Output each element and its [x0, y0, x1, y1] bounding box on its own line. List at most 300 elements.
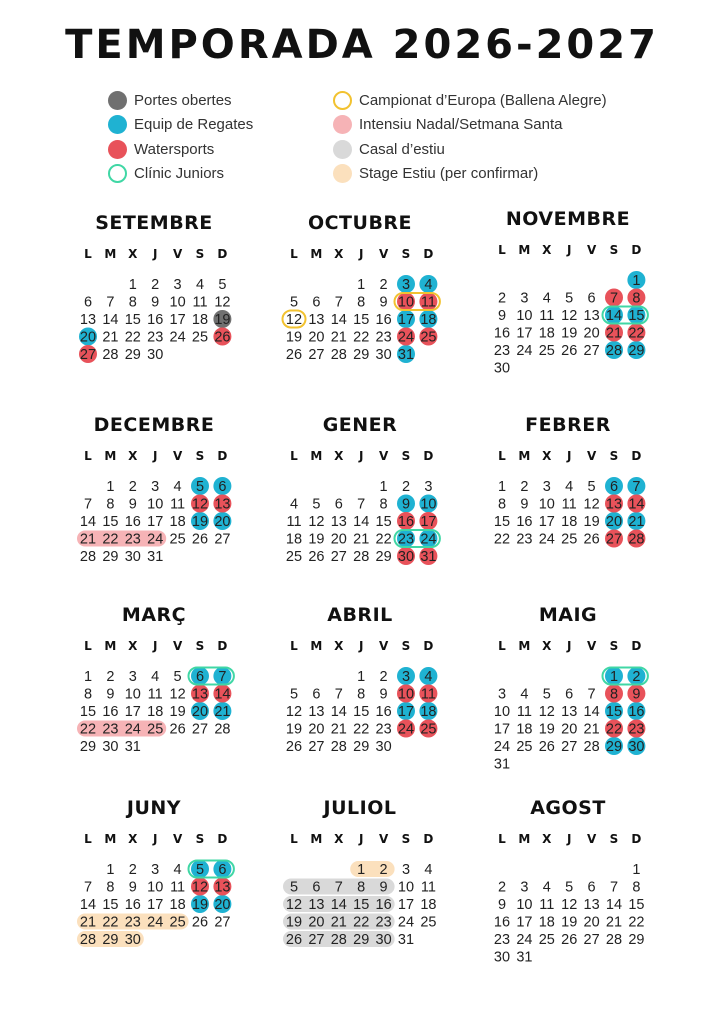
day-number: 11 [286, 514, 302, 530]
day-number: 1 [128, 277, 137, 293]
day-number: 14 [583, 704, 600, 720]
weekday-label: M [310, 449, 323, 463]
weekday-label: M [104, 639, 117, 653]
day-number: 4 [542, 879, 551, 896]
day-number: 21 [79, 914, 97, 931]
pink-dot-icon [333, 115, 352, 134]
day-number: 12 [169, 686, 186, 703]
day-number: 25 [561, 531, 578, 548]
day-number: 16 [102, 704, 119, 720]
weekday-label: D [423, 247, 434, 261]
day-number: 2 [379, 862, 388, 878]
day-number: 2 [497, 879, 507, 896]
weekday-label: L [84, 832, 92, 846]
day-number: 3 [497, 686, 507, 703]
day-number: 12 [285, 312, 303, 328]
weekday-label: J [358, 639, 364, 653]
day-number: 27 [214, 531, 231, 548]
day-number: 2 [379, 669, 388, 685]
day-number: 23 [375, 914, 392, 931]
day-number: 29 [102, 932, 119, 948]
legend-item-casal-estiu [333, 137, 607, 162]
day-number: 17 [397, 897, 415, 913]
day-number: 17 [397, 704, 415, 720]
weekday-label: S [195, 639, 205, 653]
weekday-label: V [172, 832, 183, 846]
day-number: 3 [151, 862, 160, 878]
day-number: 8 [128, 294, 137, 311]
weekday-label: D [217, 449, 228, 463]
day-number: 9 [497, 897, 507, 913]
day-number: 22 [605, 721, 623, 738]
day-number: 18 [169, 897, 186, 913]
weekday-label: V [172, 247, 183, 261]
day-number: 14 [102, 312, 119, 328]
day-number: 18 [538, 914, 555, 931]
day-number: 8 [357, 686, 366, 703]
day-number: 30 [124, 932, 141, 948]
month-name: ABRIL [327, 604, 393, 626]
blue-dot-icon [108, 115, 127, 134]
day-number: 15 [124, 312, 141, 328]
day-number: 22 [102, 914, 119, 931]
day-number: 11 [420, 879, 436, 896]
day-number: 16 [124, 897, 141, 913]
month-name: DECEMBRE [93, 414, 215, 436]
legend-item-clinic-juniors [108, 162, 253, 187]
day-number: 9 [128, 496, 137, 513]
day-number: 24 [397, 329, 415, 346]
day-number: 24 [397, 914, 415, 931]
day-number: 14 [605, 308, 623, 324]
month-name: FEBRER [525, 414, 611, 436]
day-number: 3 [151, 479, 160, 495]
day-number: 10 [420, 496, 437, 513]
day-number: 25 [420, 329, 437, 346]
day-number: 12 [538, 704, 555, 720]
weekday-label: X [334, 832, 344, 846]
day-number: 3 [520, 879, 529, 896]
day-number: 6 [218, 862, 227, 878]
day-number: 4 [173, 479, 182, 495]
weekday-label: D [423, 449, 434, 463]
weekday-label: X [128, 832, 138, 846]
day-number: 23 [493, 343, 511, 359]
day-number: 2 [632, 669, 641, 685]
day-number: 21 [330, 329, 347, 346]
day-number: 10 [516, 308, 533, 324]
day-number: 15 [79, 704, 97, 720]
day-number: 28 [79, 932, 97, 948]
day-number: 23 [375, 329, 392, 346]
day-number: 16 [628, 704, 645, 720]
day-number: 30 [493, 360, 511, 377]
weekday-label: L [290, 639, 298, 653]
day-number: 10 [169, 294, 186, 311]
day-number: 2 [497, 290, 507, 307]
day-number: 22 [353, 721, 370, 738]
day-number: 20 [79, 329, 97, 346]
day-number: 11 [147, 686, 163, 703]
day-number: 7 [357, 496, 366, 513]
legend-label: Campionat d’Europa (Ballena Alegre) [359, 91, 607, 109]
day-number: 17 [124, 704, 141, 720]
day-number: 15 [353, 897, 370, 913]
day-number: 23 [124, 914, 141, 931]
day-number: 20 [308, 914, 325, 931]
legend-item-intensiu [333, 113, 607, 138]
weekday-label: D [217, 247, 228, 261]
day-number: 4 [424, 277, 433, 293]
day-number: 17 [147, 514, 164, 530]
day-number: 7 [334, 686, 343, 703]
legend-label: Clínic Juniors [134, 165, 225, 183]
weekday-label: V [378, 832, 389, 846]
day-number: 27 [308, 739, 325, 755]
day-number: 22 [375, 531, 392, 548]
weekday-label: J [566, 449, 572, 463]
day-number: 25 [420, 914, 437, 931]
day-number: 25 [538, 343, 555, 359]
day-number: 4 [542, 290, 551, 307]
day-number: 1 [632, 273, 641, 289]
weekday-label: S [609, 639, 619, 653]
day-number: 7 [587, 686, 596, 703]
day-number: 1 [497, 479, 507, 495]
day-number: 23 [397, 531, 415, 548]
day-number: 9 [632, 686, 641, 703]
day-number: 13 [330, 514, 347, 530]
day-number: 4 [424, 669, 433, 685]
day-number: 19 [561, 325, 578, 342]
day-number: 29 [353, 932, 370, 948]
day-number: 10 [397, 294, 415, 311]
weekday-label: M [518, 639, 531, 653]
day-number: 8 [632, 290, 641, 307]
weekday-label: V [172, 639, 183, 653]
day-number: 12 [285, 704, 303, 720]
day-number: 26 [169, 721, 186, 738]
day-number: 18 [420, 704, 437, 720]
day-number: 11 [539, 897, 555, 913]
weekday-label: M [518, 449, 531, 463]
day-number: 8 [106, 496, 115, 513]
day-number: 22 [353, 914, 370, 931]
weekday-label: J [152, 832, 158, 846]
day-number: 15 [605, 704, 623, 720]
weekday-label: J [358, 449, 364, 463]
day-number: 6 [587, 879, 596, 896]
day-number: 19 [308, 531, 325, 548]
day-number: 17 [538, 514, 555, 530]
day-number: 6 [312, 686, 321, 703]
peach-dot-icon [333, 164, 352, 183]
day-number: 9 [520, 496, 529, 513]
day-number: 14 [214, 686, 231, 703]
weekday-label: V [378, 449, 389, 463]
weekday-label: V [586, 639, 597, 653]
day-number: 26 [308, 549, 325, 565]
day-number: 11 [561, 496, 577, 513]
day-number: 3 [401, 862, 411, 878]
day-number: 1 [83, 669, 93, 685]
month-name: MARÇ [121, 604, 187, 626]
day-number: 31 [516, 949, 533, 966]
day-number: 12 [561, 308, 578, 324]
day-number: 21 [102, 329, 119, 346]
day-number: 1 [106, 479, 115, 495]
day-number: 28 [583, 739, 600, 755]
day-number: 18 [516, 721, 533, 738]
day-number: 31 [420, 549, 437, 565]
weekday-label: M [310, 247, 323, 261]
day-number: 9 [151, 294, 160, 311]
day-number: 26 [285, 347, 303, 363]
day-number: 24 [124, 721, 141, 738]
day-number: 20 [191, 704, 209, 720]
day-number: 29 [605, 739, 623, 755]
day-number: 24 [516, 932, 533, 948]
weekday-label: D [631, 243, 642, 257]
legend-item-campionat [333, 88, 607, 113]
weekday-label: J [152, 449, 158, 463]
weekday-label: D [217, 639, 228, 653]
weekday-label: L [290, 449, 298, 463]
day-number: 16 [397, 514, 415, 530]
day-number: 14 [353, 514, 370, 530]
day-number: 6 [609, 479, 619, 495]
day-number: 30 [375, 932, 392, 948]
day-number: 22 [79, 721, 97, 738]
day-number: 8 [609, 686, 619, 703]
day-number: 7 [609, 879, 619, 896]
day-number: 28 [330, 739, 347, 755]
day-number: 3 [424, 479, 433, 495]
legend [0, 88, 724, 188]
weekday-label: X [334, 639, 344, 653]
day-number: 7 [334, 294, 343, 311]
month-name: JULIOL [323, 797, 397, 819]
day-number: 13 [583, 308, 600, 324]
weekday-label: V [586, 832, 597, 846]
dark-gray-dot-icon [108, 91, 127, 110]
day-number: 18 [561, 514, 578, 530]
day-number: 7 [609, 290, 619, 307]
day-number: 26 [561, 343, 578, 359]
day-number: 17 [397, 312, 415, 328]
day-number: 1 [632, 862, 641, 878]
weekday-label: L [498, 832, 506, 846]
legend-label: Intensiu Nadal/Setmana Santa [359, 116, 563, 134]
day-number: 6 [195, 669, 205, 685]
day-number: 23 [102, 721, 119, 738]
day-number: 6 [565, 686, 574, 703]
day-number: 1 [357, 277, 366, 293]
day-number: 5 [587, 479, 596, 495]
day-number: 2 [128, 862, 137, 878]
day-number: 19 [191, 897, 209, 913]
legend-item-portes-obertes [108, 88, 253, 113]
day-number: 23 [628, 721, 645, 738]
day-number: 16 [493, 914, 511, 931]
weekday-label: S [195, 247, 205, 261]
day-number: 29 [353, 347, 370, 363]
day-number: 9 [106, 686, 115, 703]
day-number: 28 [330, 347, 347, 363]
day-number: 24 [493, 739, 511, 755]
day-number: 16 [375, 312, 392, 328]
day-number: 28 [330, 932, 347, 948]
day-number: 20 [308, 721, 325, 738]
day-number: 4 [565, 479, 574, 495]
month-grid [478, 636, 658, 773]
day-number: 8 [357, 879, 366, 896]
day-number: 13 [79, 312, 97, 328]
day-number: 20 [583, 325, 600, 342]
day-number: 11 [420, 294, 436, 311]
day-number: 16 [124, 514, 141, 530]
weekday-label: J [566, 639, 572, 653]
day-number: 16 [147, 312, 164, 328]
weekday-label: X [542, 639, 552, 653]
day-number: 1 [379, 479, 388, 495]
day-number: 27 [583, 343, 600, 359]
day-number: 2 [401, 479, 411, 495]
weekday-label: S [401, 832, 411, 846]
day-number: 19 [191, 514, 209, 530]
weekday-label: J [358, 247, 364, 261]
day-number: 8 [83, 686, 93, 703]
day-number: 7 [632, 479, 641, 495]
day-number: 10 [397, 686, 415, 703]
day-number: 29 [375, 549, 392, 565]
weekday-label: V [172, 449, 183, 463]
day-number: 21 [583, 721, 600, 738]
day-number: 26 [538, 739, 555, 755]
day-number: 30 [147, 347, 164, 363]
day-number: 6 [312, 879, 321, 896]
day-number: 3 [401, 277, 411, 293]
weekday-label: X [128, 449, 138, 463]
day-number: 18 [420, 897, 437, 913]
day-number: 2 [106, 669, 115, 685]
day-number: 14 [79, 514, 97, 530]
day-number: 25 [538, 932, 555, 948]
day-number: 24 [169, 329, 186, 346]
day-number: 12 [308, 514, 325, 530]
day-number: 27 [191, 721, 209, 738]
day-number: 17 [147, 897, 164, 913]
day-number: 9 [128, 879, 137, 896]
day-number: 28 [605, 932, 623, 948]
day-number: 17 [516, 914, 533, 931]
weekday-label: M [518, 832, 531, 846]
day-number: 5 [289, 294, 299, 311]
day-number: 10 [397, 879, 415, 896]
day-number: 28 [79, 549, 97, 565]
day-number: 25 [516, 739, 533, 755]
day-number: 8 [497, 496, 507, 513]
day-number: 18 [147, 704, 164, 720]
weekday-label: X [128, 247, 138, 261]
legend-column-right [333, 88, 607, 186]
day-number: 26 [214, 329, 231, 346]
day-number: 11 [170, 879, 186, 896]
yellow-ring-icon [333, 91, 352, 110]
day-number: 7 [83, 879, 93, 896]
weekday-label: X [334, 449, 344, 463]
day-number: 20 [308, 329, 325, 346]
legend-label: Portes obertes [134, 91, 232, 109]
day-number: 21 [605, 325, 623, 342]
weekday-label: S [401, 639, 411, 653]
weekday-label: L [498, 449, 506, 463]
month-name: NOVEMBRE [505, 208, 631, 230]
day-number: 9 [379, 294, 388, 311]
weekday-label: X [128, 639, 138, 653]
day-number: 5 [565, 879, 574, 896]
weekday-label: M [310, 832, 323, 846]
day-number: 27 [561, 739, 578, 755]
day-number: 30 [397, 549, 415, 565]
day-number: 11 [192, 294, 208, 311]
day-number: 19 [538, 721, 555, 738]
weekday-label: V [586, 449, 597, 463]
day-number: 20 [583, 914, 600, 931]
day-number: 23 [124, 531, 141, 548]
day-number: 18 [191, 312, 209, 328]
weekday-label: S [609, 832, 619, 846]
day-number: 10 [147, 496, 164, 513]
day-number: 21 [330, 721, 347, 738]
day-number: 7 [218, 669, 227, 685]
month-name: AGOST [530, 797, 606, 819]
day-number: 24 [147, 914, 164, 931]
green-ring-icon [108, 164, 127, 183]
weekday-label: J [566, 832, 572, 846]
day-number: 24 [147, 531, 164, 548]
day-number: 15 [628, 308, 645, 324]
weekday-label: J [566, 243, 572, 257]
day-number: 4 [289, 496, 299, 513]
weekday-label: D [423, 832, 434, 846]
day-number: 8 [632, 879, 641, 896]
day-number: 22 [353, 329, 370, 346]
day-number: 28 [628, 531, 645, 548]
day-number: 29 [124, 347, 141, 363]
day-number: 18 [538, 325, 555, 342]
day-number: 14 [628, 496, 645, 513]
day-number: 28 [102, 347, 119, 363]
day-number: 31 [397, 347, 415, 363]
day-number: 6 [334, 496, 343, 513]
month-grid [478, 446, 658, 576]
day-number: 5 [565, 290, 574, 307]
day-number: 13 [214, 879, 231, 896]
day-number: 1 [357, 862, 366, 878]
month-grid [64, 636, 244, 766]
legend-label: Watersports [134, 140, 215, 158]
day-number: 13 [308, 897, 325, 913]
day-number: 6 [218, 479, 227, 495]
weekday-label: X [542, 449, 552, 463]
day-number: 4 [151, 669, 160, 685]
legend-label: Casal d’estiu [359, 140, 445, 158]
day-number: 17 [516, 325, 533, 342]
month-name: MAIG [538, 604, 598, 626]
day-number: 20 [605, 514, 623, 530]
day-number: 9 [379, 686, 388, 703]
